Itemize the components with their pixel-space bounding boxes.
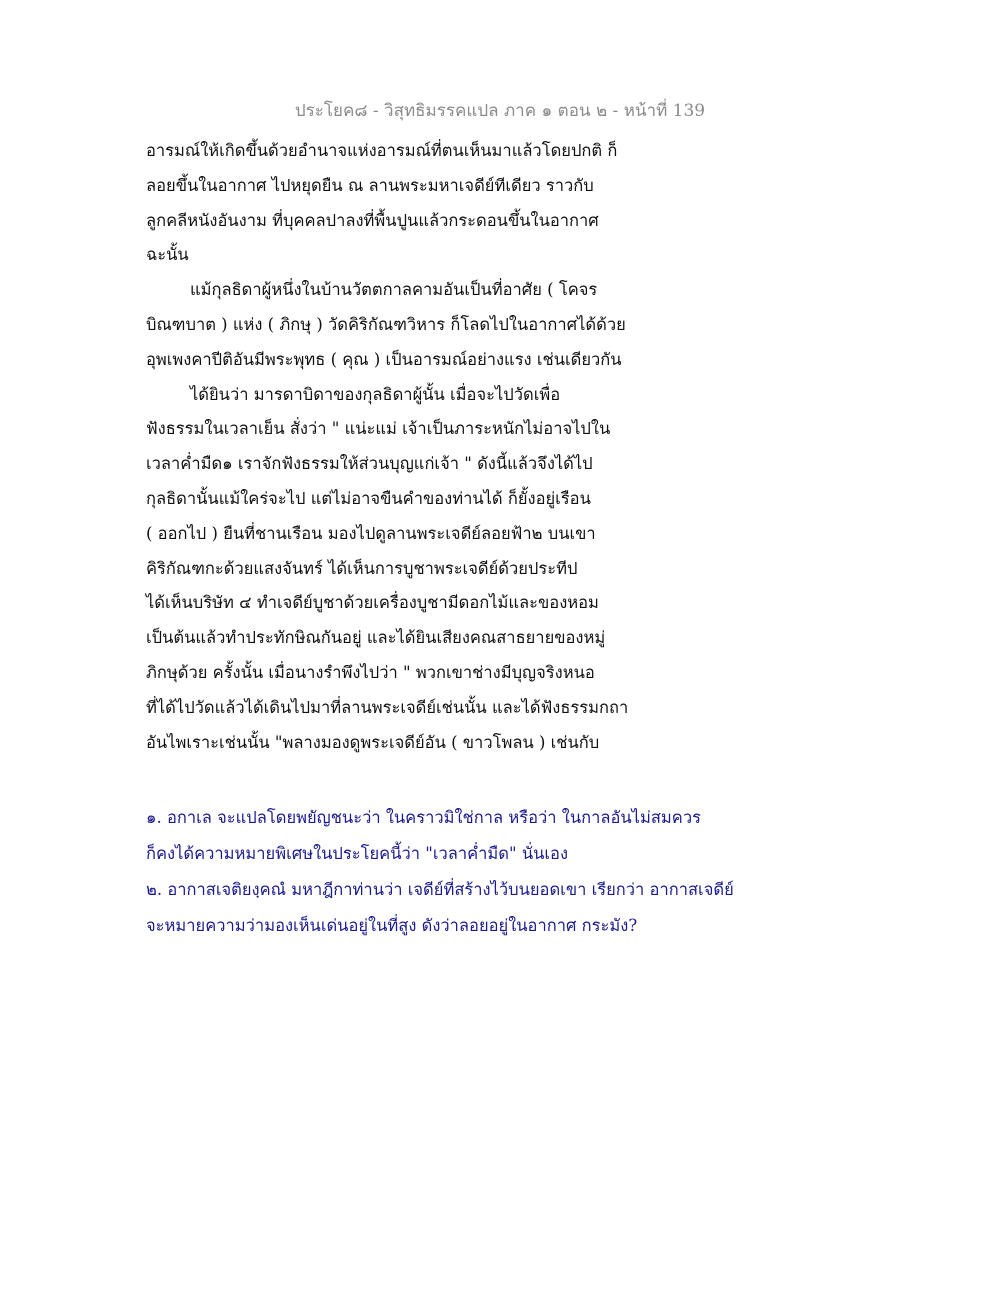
running-header: ประโยค๘ - วิสุทธิมรรคแปล ภาค ๑ ตอน ๒ - หน้าที่ 139 [294, 101, 706, 121]
text-line: ลูกคลีหนังอันงาม ที่บุคคลปาลงที่พื้นปูนแล้วกระดอนขึ้นในอากาศ [146, 210, 599, 230]
text-line: คิริกัณฑกะด้วยแสงจันทร์ ได้เห็นการบูชาพระเจดีย์ด้วยประทีป [146, 558, 578, 578]
text-line: เวลาค่ำมืด๑ เราจักฟังธรรมให้ส่วนบุญแก่เจ้า " ดังนี้แล้วจึงได้ไป [146, 454, 593, 474]
text-line: อารมณ์ให้เกิดขึ้นด้วยอำนาจแห่งอารมณ์ที่ตนเห็นมาแล้วโดยปกติ ก็ [146, 141, 618, 160]
main-text [146, 134, 706, 760]
text-line: ( ออกไป ) ยืนที่ชานเรือน มองไปดูลานพระเจดีย์ลอยฟ้า๒ บนเขา [146, 523, 596, 543]
text-line: บิณฑบาต ) แห่ง ( ภิกษุ ) วัดคิริกัณฑวิหาร ก็โลดไปในอากาศได้ด้วย [146, 314, 626, 334]
paragraph-start-line: แม้กุลธิดาผู้หนึ่งในบ้านวัตตกาลคามอันเป็นที่อาศัย ( โคจร [190, 280, 598, 300]
text-line: ภิกษุด้วย ครั้งนั้น เมื่อนางรำพึงไปว่า " พวกเขาช่างมีบุญจริงหนอ [146, 662, 595, 682]
footnote-1-line: ๑. อกาเล จะแปลโดยพยัญชนะว่า ในคราวมิใช่กาล หรือว่า ในกาลอันไม่สมควร [146, 808, 701, 827]
text-line: อันไพเราะเช่นนั้น "พลางมองดูพระเจดีย์อัน ( ขาวโพลน ) เช่นกับ [146, 732, 600, 752]
paragraph-start-line: ได้ยินว่า มารดาบิดาของกุลธิดาผู้นั้น เมื่อจะไปวัดเพื่อ [190, 384, 561, 404]
text-line: ลอยขึ้นในอากาศ ไปหยุดยืน ณ ลานพระมหาเจดีย์ทีเดียว ราวกับ [146, 175, 594, 195]
text-line: กุลธิดานั้นแม้ใคร่จะไป แต่ไม่อาจขืนคำของท่านได้ ก็ยั้งอยู่เรือน [146, 488, 591, 508]
text-line: ที่ได้ไปวัดแล้วได้เดินไปมาที่ลานพระเจดีย์เช่นนั้น และได้ฟังธรรมกถา [146, 697, 629, 717]
text-line: ฉะนั้น [146, 245, 189, 265]
footnote-1-line: ก็คงได้ความหมายพิเศษในประโยคนี้ว่า "เวลาค่ำมืด" นั่นเอง [146, 844, 569, 863]
text-line: ได้เห็นบริษัท ๔ ทำเจดีย์บูชาด้วยเครื่องบูชามีดอกไม้และของหอม [146, 593, 599, 613]
footnotes [146, 800, 766, 944]
text-line: อุพเพงคาปีติอันมีพระพุทธ ( คุณ ) เป็นอารมณ์อย่างแรง เช่นเดียวกัน [146, 349, 622, 369]
footnote-2-line: ๒. อากาสเจติยงฺคณํ มหาฎีกาท่านว่า เจดีย์ที่สร้างไว้บนยอดเขา เรียกว่า อากาสเจดีย์ [146, 880, 734, 899]
footnote-2-line: จะหมายความว่ามองเห็นเด่นอยู่ในที่สูง ดังว่าลอยอยู่ในอากาศ กระมัง? [146, 916, 638, 935]
text-line: ฟังธรรมในเวลาเย็น สั่งว่า " แน่ะแม่ เจ้าเป็นภาระหนักไม่อาจไปใน [146, 419, 611, 439]
text-line: เป็นต้นแล้วทำประทักษิณกันอยู่ และได้ยินเสียงคณสาธยายของหมู่ [146, 628, 606, 648]
